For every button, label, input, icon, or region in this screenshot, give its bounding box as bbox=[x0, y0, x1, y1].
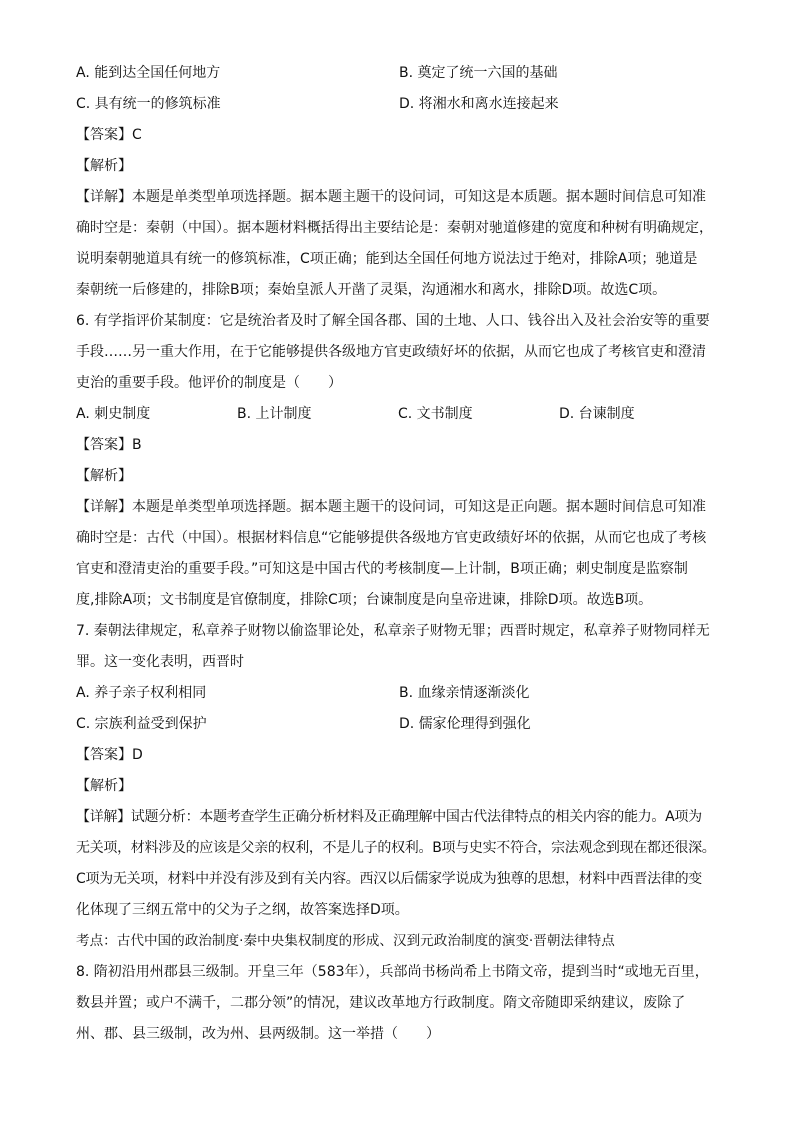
q6-detail-line: 官吏和澄清吏治的重要手段。”可知这是中国古代的考核制度—上计制，B项正确；刺史制度是监察制 bbox=[76, 561, 688, 577]
q5-options-row-1 bbox=[76, 58, 726, 89]
q7-option-b: B. 血缘亲情逐渐淡化 bbox=[399, 685, 530, 701]
q5-detail-line: 说明秦朝驰道具有统一的修筑标准，C项正确；能到达全国任何地方说法过于绝对，排除A项；驰道是 bbox=[76, 251, 698, 267]
q5-analysis-label: 【解析】 bbox=[76, 158, 132, 174]
q5-detail-line: 【详解】本题是单类型单项选择题。据本题主题干的设问词，可知这是本质题。据本题时间信息可知准 bbox=[76, 189, 706, 205]
q5-option-c: C. 具有统一的修筑标准 bbox=[76, 96, 221, 112]
q6-option-a: A. 刺史制度 bbox=[76, 406, 151, 422]
q7-option-a: A. 养子亲子权利相同 bbox=[76, 685, 207, 701]
q5-option-b: B. 奠定了统一六国的基础 bbox=[399, 65, 558, 81]
q7-answer: 【答案】D bbox=[76, 747, 143, 763]
q6-option-d: D. 台谏制度 bbox=[559, 406, 635, 422]
q6-detail-line: 度,排除A项；文书制度是官僚制度，排除C项；台谏制度是向皇帝进谏，排除D项。故选B项。 bbox=[76, 592, 653, 608]
q6-detail-line: 【详解】本题是单类型单项选择题。据本题主题干的设问词，可知这是正向题。据本题时间信息可知准 bbox=[76, 499, 706, 515]
q6-stem-line: 6. 有学指评价某制度：它是统治者及时了解全国各郡、国的土地、人口、钱谷出入及社会治安等的重要 bbox=[76, 313, 710, 329]
q7-detail-line: 化体现了三纲五常中的父为子之纲，故答案选择D项。 bbox=[76, 902, 409, 918]
q7-detail-line: C项为无关项，材料中并没有涉及到有关内容。西汉以后儒家学说成为独尊的思想，材料中西晋法律的变 bbox=[76, 871, 702, 887]
q7-option-d: D. 儒家伦理得到强化 bbox=[399, 716, 531, 732]
document-page bbox=[76, 58, 726, 1050]
q7-stem-line: 罪。这一变化表明，西晋时 bbox=[76, 654, 244, 670]
q5-detail-line: 确时空是：秦朝（中国）。据本题材料概括得出主要结论是：秦朝对驰道修建的宽度和种树有明确规定， bbox=[76, 220, 713, 236]
q6-options-row bbox=[76, 399, 726, 430]
q6-stem-line: 手段……另一重大作用，在于它能够提供各级地方官吏政绩好坏的依据，从而它也成了考核官吏和澄清 bbox=[76, 344, 706, 360]
q8-stem-line: 8. 隋初沿用州郡县三级制。开皇三年（583年），兵部尚书杨尚希上书隋文帝，提到当时“或地无百里， bbox=[76, 964, 709, 980]
q5-detail-line: 秦朝统一后修建的，排除B项；秦始皇派人开凿了灵渠，沟通湘水和离水，排除D项。故选C项。 bbox=[76, 282, 667, 298]
q7-detail-line: 【详解】试题分析：本题考查学生正确分析材料及正确理解中国古代法律特点的相关内容的能力。A项为 bbox=[76, 809, 702, 825]
q7-option-c: C. 宗族利益受到保护 bbox=[76, 716, 207, 732]
q7-analysis-label: 【解析】 bbox=[76, 778, 132, 794]
q6-stem-line: 吏治的重要手段。他评价的制度是（ ） bbox=[76, 375, 342, 391]
q6-detail-line: 确时空是：古代（中国）。根据材料信息“它能够提供各级地方官吏政绩好坏的依据，从而它也成了考核 bbox=[76, 530, 707, 546]
q6-analysis-label: 【解析】 bbox=[76, 468, 132, 484]
q6-option-c: C. 文书制度 bbox=[398, 406, 473, 422]
q7-options-row-1 bbox=[76, 678, 726, 709]
q8-stem-line: 数县并置；或户不满千，二郡分领”的情况，建议改革地方行政制度。隋文帝随即采纳建议，废除了 bbox=[76, 995, 686, 1011]
q5-options-row-2 bbox=[76, 89, 726, 120]
q6-answer: 【答案】B bbox=[76, 437, 142, 453]
q7-detail-line: 无关项，材料涉及的应该是父亲的权利，不是儿子的权利。B项与史实不符合，宗法观念到现在都还很深。 bbox=[76, 840, 716, 856]
q5-option-d: D. 将湘水和离水连接起来 bbox=[399, 96, 559, 112]
q7-note: 考点：古代中国的政治制度·秦中央集权制度的形成、汉到元政治制度的演变·晋朝法律特点 bbox=[76, 933, 615, 949]
q5-answer: 【答案】C bbox=[76, 127, 142, 143]
q7-stem-line: 7. 秦朝法律规定，私章养子财物以偷盗罪论处，私章亲子财物无罪；西晋时规定，私章养子财物同样无 bbox=[76, 623, 710, 639]
q8-stem-line: 州、郡、县三级制，改为州、县两级制。这一举措（ ） bbox=[76, 1026, 440, 1042]
q5-option-a: A. 能到达全国任何地方 bbox=[76, 65, 221, 81]
q6-option-b: B. 上计制度 bbox=[237, 406, 312, 422]
q7-options-row-2 bbox=[76, 709, 726, 740]
